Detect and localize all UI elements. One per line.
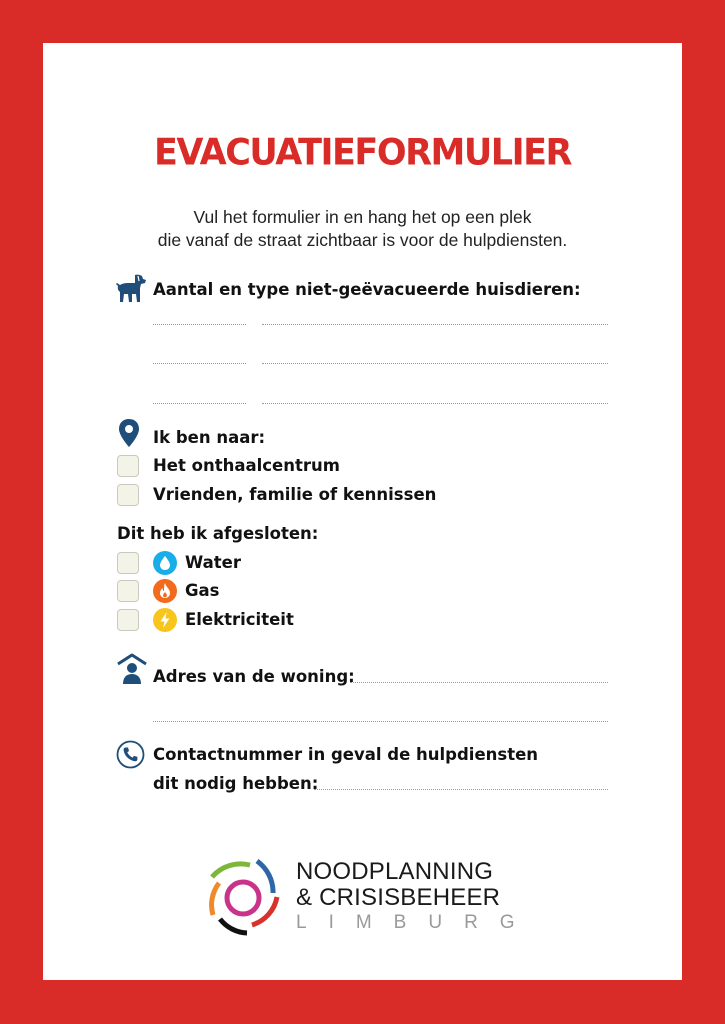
pet-type-field-3[interactable] (262, 403, 608, 404)
logo-line-2: & CRISISBEHEER (296, 884, 501, 911)
logo-line-3: LIMBURG (296, 912, 537, 933)
destination-heading: Ik ben naar: (153, 428, 266, 447)
address-field-1[interactable] (350, 682, 608, 683)
home-person-icon (116, 653, 148, 685)
pet-count-field-1[interactable] (153, 324, 246, 325)
dog-icon (115, 272, 149, 306)
contact-heading-line-1: Contactnummer in geval de hulpdiensten (153, 745, 539, 764)
phone-icon (116, 740, 145, 769)
pets-heading: Aantal en type niet-geëvacueerde huisdieren: (153, 280, 581, 299)
pet-count-field-2[interactable] (153, 363, 246, 364)
checkbox-elektriciteit[interactable] (117, 609, 139, 631)
option-vrienden-familie-label: Vrienden, familie of kennissen (153, 485, 437, 504)
intro-line-1: Vul het formulier in en hang het op een plek (193, 207, 532, 227)
page-title: EVACUATIEFORMULIER (154, 132, 571, 174)
contact-heading-line-2: dit nodig hebben: (153, 774, 319, 793)
flame-icon (153, 579, 177, 603)
checkbox-gas[interactable] (117, 580, 139, 602)
form-sheet (43, 43, 682, 980)
pet-count-field-3[interactable] (153, 403, 246, 404)
checkbox-water[interactable] (117, 552, 139, 574)
contact-number-field[interactable] (314, 789, 608, 790)
option-water-label: Water (185, 553, 241, 572)
checkbox-vrienden-familie[interactable] (117, 484, 139, 506)
intro-text (0, 206, 725, 252)
pet-type-field-2[interactable] (262, 363, 608, 364)
intro-line-2: die vanaf de straat zichtbaar is voor de hulpdiensten. (157, 230, 568, 250)
pet-type-field-1[interactable] (262, 324, 608, 325)
water-drop-icon (153, 551, 177, 575)
option-elektriciteit-label: Elektriciteit (185, 610, 294, 629)
lightning-icon (153, 608, 177, 632)
address-heading: Adres van de woning: (153, 667, 355, 686)
address-field-2[interactable] (153, 721, 608, 722)
logo-line-1: NOODPLANNING (296, 858, 494, 885)
option-onthaalcentrum-label: Het onthaalcentrum (153, 456, 340, 475)
checkbox-onthaalcentrum[interactable] (117, 455, 139, 477)
shutoff-heading: Dit heb ik afgesloten: (117, 524, 319, 543)
logo-mark-icon (200, 853, 286, 939)
option-gas-label: Gas (185, 581, 220, 600)
location-pin-icon (117, 418, 141, 448)
